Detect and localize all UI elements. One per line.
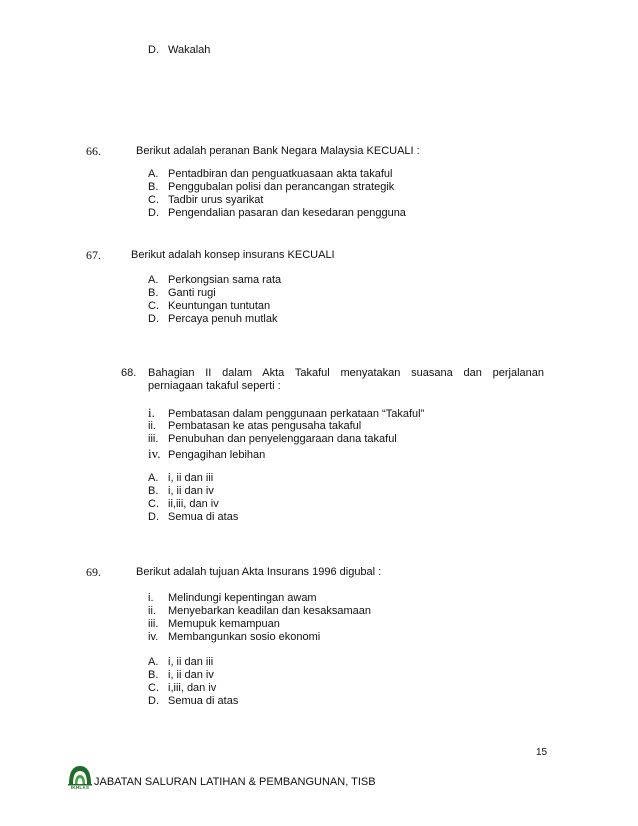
question-67-number: 67. [86,248,101,262]
footer-department: JABATAN SALURAN LATIHAN & PEMBANGUNAN, TISB [94,776,376,788]
question-68-option-d: D. Semua di atas [148,511,239,523]
question-69-statement-ii: ii. Menyebarkan keadilan dan kesaksamaan [148,605,372,617]
question-68-text-line2: perniagaan takaful seperti : [148,380,281,392]
question-67-option-a: A. Perkongsian sama rata [148,274,282,286]
question-68-option-a: A. i, ii dan iii [148,472,214,484]
question-66-option-c: C. Tadbir urus syarikat [148,194,264,206]
question-68-number: 68. [121,367,137,379]
question-69-text: Berikut adalah tujuan Akta Insurans 1996 digubal : [136,566,382,578]
question-68-option-c: C. ii,iii, dan iv [148,498,219,510]
question-67-text: Berikut adalah konsep insurans KECUALI [131,249,335,261]
question-68-statement-iii: iii. Penubuhan dan penyelenggaraan dana takaful [148,433,397,445]
question-68-text-line1: Bahagian II dalam Akta Takaful menyatakan suasana dan perjalanan [148,367,544,379]
question-69-option-a: A. i, ii dan iii [148,656,214,668]
question-69-statement-i: i. Melindungi kepentingan awam [148,592,317,604]
question-68-statement-i: i. Pembatasan dalam penggunaan perkataan “Takaful” [148,405,425,420]
question-66-option-a: A. Pentadbiran dan penguatkuasaan akta takaful [148,168,393,180]
question-66-number: 66. [86,144,101,158]
question-67-option-d: D. Percaya penuh mutlak [148,313,278,325]
question-68-statement-ii: ii. Pembatasan ke atas pengusaha takaful [148,420,362,432]
question-68-option-b: B. i, ii dan iv [148,485,214,497]
question-69-number: 69. [86,565,101,579]
question-69-statement-iv: iv. Membangunkan sosio ekonomi [148,631,321,643]
question-69-option-d: D. Semua di atas [148,695,239,707]
question-67-option-b: B. Ganti rugi [148,287,216,299]
previous-option-d: D. Wakalah [148,44,211,56]
question-67-option-c: C. Keuntungan tuntutan [148,300,271,312]
question-69-statement-iii: iii. Memupuk kemampuan [148,618,280,630]
question-66-option-b: B. Penggubalan polisi dan perancangan strategik [148,181,395,193]
ikhlas-logo-icon [66,762,94,790]
question-66-option-d: D. Pengendalian pasaran dan kesedaran pengguna [148,207,406,219]
question-69-option-b: B. i, ii dan iv [148,669,214,681]
question-68-statement-iv: iv. Pengagihan lebihan [148,446,266,461]
logo-caption: IKHLAS [70,785,90,790]
question-66-text: Berikut adalah peranan Bank Negara Malaysia KECUALI : [136,145,420,157]
question-69-option-c: C. i,iii, dan iv [148,682,217,694]
page-number: 15 [536,747,548,758]
